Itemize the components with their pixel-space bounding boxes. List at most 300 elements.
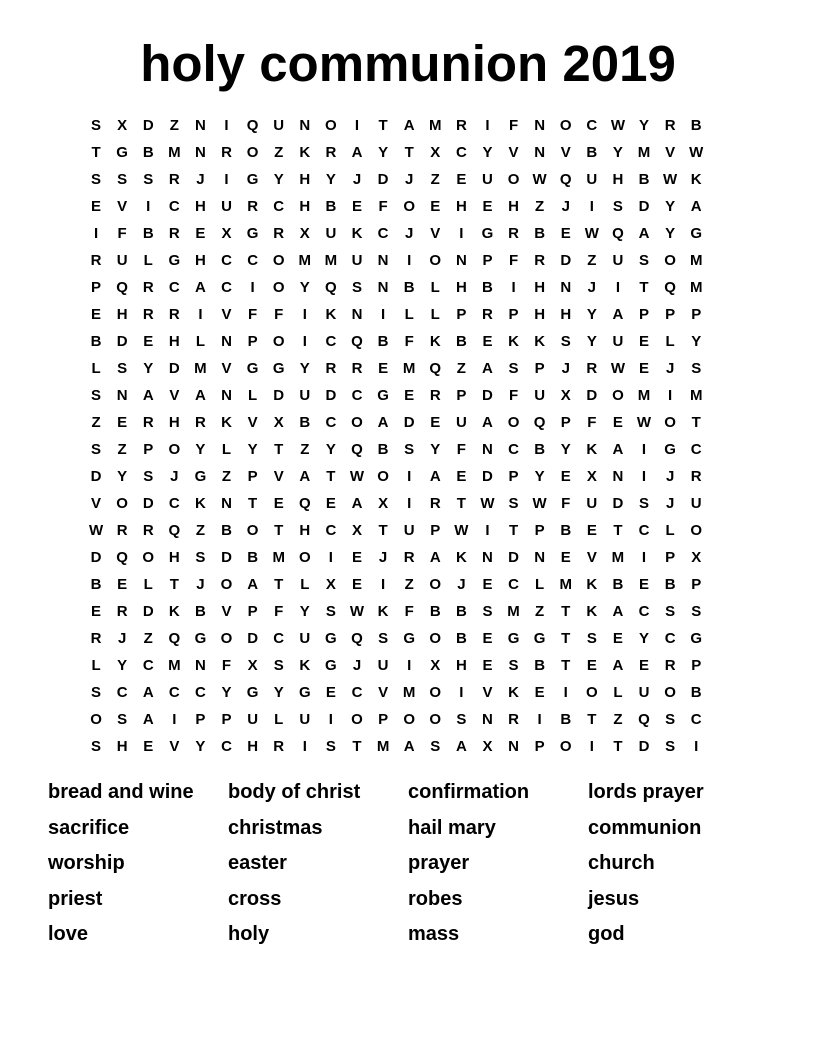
grid-letter[interactable]: B <box>664 576 676 593</box>
grid-letter[interactable]: U <box>534 387 546 404</box>
grid-letter[interactable]: C <box>168 495 180 512</box>
grid-letter[interactable]: B <box>403 279 415 296</box>
grid-letter[interactable]: U <box>455 414 467 431</box>
grid-letter[interactable]: O <box>507 171 520 188</box>
grid-letter[interactable]: A <box>403 117 415 134</box>
grid-letter[interactable]: F <box>248 306 258 323</box>
grid-letter[interactable]: R <box>325 360 337 377</box>
grid-letter[interactable]: I <box>198 306 203 323</box>
grid-letter[interactable]: K <box>299 144 311 161</box>
grid-letter[interactable]: P <box>691 576 702 593</box>
grid-letter[interactable]: V <box>508 144 519 161</box>
grid-letter[interactable]: T <box>613 522 623 539</box>
grid-letter[interactable]: B <box>560 522 572 539</box>
grid-letter[interactable]: G <box>690 630 703 647</box>
grid-letter[interactable]: O <box>142 549 155 566</box>
grid-letter[interactable]: S <box>117 360 128 377</box>
grid-letter[interactable]: X <box>299 225 310 242</box>
grid-letter[interactable]: Q <box>116 549 128 566</box>
grid-letter[interactable]: Q <box>664 279 676 296</box>
grid-letter[interactable]: M <box>194 360 207 377</box>
grid-letter[interactable]: Q <box>351 441 363 458</box>
grid-letter[interactable]: N <box>299 117 311 134</box>
grid-letter[interactable]: T <box>248 495 258 512</box>
grid-letter[interactable]: R <box>273 738 285 755</box>
grid-letter[interactable]: K <box>325 306 337 323</box>
grid-letter[interactable]: U <box>612 252 624 269</box>
grid-letter[interactable]: A <box>299 468 311 485</box>
grid-letter[interactable]: I <box>511 279 516 296</box>
grid-letter[interactable]: O <box>403 711 415 728</box>
grid-letter[interactable]: Z <box>404 576 414 593</box>
grid-letter[interactable]: E <box>91 198 102 215</box>
grid-letter[interactable]: R <box>508 225 519 242</box>
grid-letter[interactable]: Y <box>273 171 284 188</box>
grid-letter[interactable]: G <box>298 684 311 701</box>
grid-letter[interactable]: P <box>665 306 676 323</box>
grid-letter[interactable]: Y <box>299 279 310 296</box>
grid-letter[interactable]: Y <box>325 441 336 458</box>
grid-letter[interactable]: M <box>324 252 338 269</box>
grid-letter[interactable]: E <box>482 576 493 593</box>
grid-letter[interactable]: T <box>561 657 571 674</box>
grid-letter[interactable]: T <box>508 522 519 539</box>
grid-letter[interactable]: A <box>638 225 650 242</box>
grid-letter[interactable]: R <box>142 522 154 539</box>
grid-letter[interactable]: W <box>480 495 495 512</box>
grid-letter[interactable]: E <box>430 414 441 431</box>
grid-letter[interactable]: H <box>299 198 311 215</box>
grid-letter[interactable]: C <box>168 198 180 215</box>
grid-letter[interactable]: N <box>560 279 572 296</box>
grid-letter[interactable]: D <box>325 387 337 404</box>
grid-letter[interactable]: B <box>195 603 206 620</box>
grid-letter[interactable]: N <box>612 468 624 485</box>
grid-letter[interactable]: M <box>559 576 572 593</box>
grid-letter[interactable]: Z <box>300 441 310 458</box>
grid-letter[interactable]: S <box>612 198 623 215</box>
grid-letter[interactable]: S <box>91 684 102 701</box>
grid-letter[interactable]: I <box>302 738 307 755</box>
grid-letter[interactable]: N <box>221 333 232 350</box>
grid-letter[interactable]: X <box>273 414 284 431</box>
grid-letter[interactable]: A <box>612 441 624 458</box>
grid-letter[interactable]: E <box>586 522 597 539</box>
grid-letter[interactable]: H <box>508 198 519 215</box>
grid-letter[interactable]: M <box>168 657 181 674</box>
grid-letter[interactable]: R <box>534 252 546 269</box>
grid-letter[interactable]: E <box>91 603 102 620</box>
grid-letter[interactable]: S <box>691 603 702 620</box>
grid-letter[interactable]: V <box>482 684 493 701</box>
grid-letter[interactable]: B <box>221 522 232 539</box>
grid-letter[interactable]: C <box>508 576 519 593</box>
grid-letter[interactable]: S <box>378 630 389 647</box>
grid-letter[interactable]: I <box>615 279 620 296</box>
grid-letter[interactable]: X <box>378 495 389 512</box>
grid-letter[interactable]: H <box>455 279 467 296</box>
grid-letter[interactable]: E <box>404 387 415 404</box>
grid-letter[interactable]: E <box>351 576 362 593</box>
grid-letter[interactable]: Q <box>298 495 311 512</box>
grid-letter[interactable]: J <box>665 495 675 512</box>
grid-letter[interactable]: A <box>612 306 624 323</box>
grid-letter[interactable]: A <box>377 414 389 431</box>
grid-letter[interactable]: D <box>116 333 128 350</box>
grid-letter[interactable]: V <box>91 495 102 512</box>
grid-letter[interactable]: L <box>430 279 440 296</box>
grid-letter[interactable]: L <box>665 522 675 539</box>
grid-letter[interactable]: R <box>429 387 441 404</box>
grid-letter[interactable]: C <box>351 387 363 404</box>
grid-letter[interactable]: S <box>482 603 493 620</box>
grid-letter[interactable]: R <box>168 171 180 188</box>
grid-letter[interactable]: A <box>482 360 493 377</box>
grid-letter[interactable]: I <box>459 684 464 701</box>
grid-letter[interactable]: H <box>455 198 467 215</box>
grid-letter[interactable]: R <box>482 306 493 323</box>
grid-letter[interactable]: R <box>586 360 598 377</box>
grid-letter[interactable]: Y <box>378 144 389 161</box>
grid-letter[interactable]: H <box>534 279 546 296</box>
grid-letter[interactable]: I <box>641 441 647 458</box>
grid-letter[interactable]: X <box>247 657 258 674</box>
grid-letter[interactable]: B <box>429 603 441 620</box>
grid-letter[interactable]: A <box>195 279 206 296</box>
grid-letter[interactable]: T <box>274 441 284 458</box>
grid-letter[interactable]: S <box>195 549 206 566</box>
grid-letter[interactable]: N <box>116 387 128 404</box>
grid-letter[interactable]: C <box>168 279 180 296</box>
grid-letter[interactable]: Z <box>195 522 205 539</box>
grid-letter[interactable]: D <box>142 117 154 134</box>
grid-letter[interactable]: A <box>429 549 441 566</box>
grid-letter[interactable]: Z <box>117 441 127 458</box>
grid-letter[interactable]: E <box>117 576 128 593</box>
grid-letter[interactable]: S <box>586 630 597 647</box>
grid-letter[interactable]: I <box>641 468 647 485</box>
grid-letter[interactable]: Q <box>351 333 363 350</box>
grid-letter[interactable]: E <box>91 306 102 323</box>
grid-letter[interactable]: B <box>455 630 467 647</box>
grid-letter[interactable]: Y <box>665 225 676 242</box>
grid-letter[interactable]: S <box>325 603 336 620</box>
grid-letter[interactable]: H <box>116 306 128 323</box>
grid-letter[interactable]: V <box>378 684 389 701</box>
grid-letter[interactable]: H <box>299 171 311 188</box>
grid-letter[interactable]: D <box>168 360 180 377</box>
grid-letter[interactable]: B <box>142 144 154 161</box>
grid-letter[interactable]: S <box>508 360 519 377</box>
grid-letter[interactable]: L <box>535 576 545 593</box>
grid-letter[interactable]: G <box>168 252 181 269</box>
grid-letter[interactable]: N <box>377 252 389 269</box>
grid-letter[interactable]: K <box>351 225 363 242</box>
grid-letter[interactable]: C <box>325 414 337 431</box>
grid-letter[interactable]: F <box>508 387 519 404</box>
grid-letter[interactable]: W <box>454 522 469 539</box>
grid-letter[interactable]: C <box>638 603 650 620</box>
grid-letter[interactable]: E <box>534 684 545 701</box>
grid-letter[interactable]: E <box>273 495 284 512</box>
grid-letter[interactable]: D <box>403 414 415 431</box>
grid-letter[interactable]: C <box>325 333 337 350</box>
grid-letter[interactable]: Y <box>299 360 310 377</box>
grid-letter[interactable]: H <box>560 306 572 323</box>
grid-letter[interactable]: B <box>299 414 311 431</box>
grid-letter[interactable]: S <box>665 711 676 728</box>
grid-letter[interactable]: C <box>351 684 363 701</box>
grid-letter[interactable]: L <box>221 441 232 458</box>
grid-letter[interactable]: N <box>221 387 232 404</box>
grid-letter[interactable]: C <box>221 252 232 269</box>
grid-letter[interactable]: C <box>377 225 389 242</box>
grid-letter[interactable]: O <box>377 468 389 485</box>
grid-letter[interactable]: I <box>380 306 386 323</box>
grid-letter[interactable]: O <box>246 522 259 539</box>
grid-letter[interactable]: U <box>299 711 311 728</box>
grid-letter[interactable]: H <box>612 171 624 188</box>
grid-letter[interactable]: P <box>143 441 154 458</box>
grid-letter[interactable]: G <box>194 468 207 485</box>
grid-letter[interactable]: B <box>534 441 546 458</box>
grid-letter[interactable]: J <box>196 171 205 188</box>
grid-letter[interactable]: J <box>457 576 466 593</box>
grid-letter[interactable]: I <box>146 198 151 215</box>
grid-letter[interactable]: O <box>559 738 572 755</box>
grid-letter[interactable]: B <box>377 441 389 458</box>
grid-letter[interactable]: I <box>407 495 412 512</box>
grid-letter[interactable]: S <box>273 657 284 674</box>
grid-letter[interactable]: R <box>168 225 180 242</box>
grid-letter[interactable]: Q <box>638 711 650 728</box>
grid-letter[interactable]: O <box>585 684 598 701</box>
grid-letter[interactable]: N <box>195 144 206 161</box>
grid-letter[interactable]: A <box>612 603 624 620</box>
grid-letter[interactable]: Z <box>613 711 623 728</box>
grid-letter[interactable]: B <box>690 117 702 134</box>
grid-letter[interactable]: C <box>664 630 676 647</box>
grid-letter[interactable]: E <box>456 171 467 188</box>
grid-letter[interactable]: S <box>639 495 650 512</box>
grid-letter[interactable]: L <box>430 306 440 323</box>
grid-letter[interactable]: J <box>352 171 362 188</box>
grid-letter[interactable]: S <box>91 738 102 755</box>
grid-letter[interactable]: W <box>584 225 599 242</box>
grid-letter[interactable]: G <box>507 630 520 647</box>
grid-letter[interactable]: P <box>456 306 467 323</box>
grid-letter[interactable]: T <box>456 495 466 512</box>
grid-letter[interactable]: S <box>325 738 336 755</box>
grid-letter[interactable]: P <box>378 711 389 728</box>
grid-letter[interactable]: E <box>639 576 650 593</box>
grid-letter[interactable]: E <box>351 198 362 215</box>
grid-letter[interactable]: F <box>274 603 284 620</box>
grid-letter[interactable]: I <box>641 549 647 566</box>
grid-letter[interactable]: I <box>172 711 177 728</box>
grid-letter[interactable]: C <box>690 441 702 458</box>
grid-letter[interactable]: W <box>636 414 652 431</box>
grid-letter[interactable]: E <box>639 360 650 377</box>
grid-letter[interactable]: F <box>508 252 519 269</box>
grid-letter[interactable]: B <box>586 144 598 161</box>
grid-letter[interactable]: E <box>117 414 128 431</box>
grid-letter[interactable]: V <box>221 603 232 620</box>
grid-letter[interactable]: R <box>221 144 232 161</box>
grid-letter[interactable]: N <box>377 279 389 296</box>
grid-letter[interactable]: P <box>508 468 519 485</box>
grid-letter[interactable]: C <box>195 684 206 701</box>
grid-letter[interactable]: D <box>221 549 232 566</box>
grid-letter[interactable]: F <box>404 333 414 350</box>
grid-letter[interactable]: O <box>220 630 233 647</box>
grid-letter[interactable]: D <box>482 387 493 404</box>
grid-letter[interactable]: Y <box>534 468 545 485</box>
grid-letter[interactable]: S <box>665 738 676 755</box>
grid-letter[interactable]: W <box>689 144 704 161</box>
grid-letter[interactable]: B <box>612 576 624 593</box>
grid-letter[interactable]: V <box>586 549 597 566</box>
grid-letter[interactable]: T <box>378 522 388 539</box>
grid-letter[interactable]: C <box>221 279 232 296</box>
grid-letter[interactable]: X <box>430 144 441 161</box>
grid-letter[interactable]: Z <box>143 630 153 647</box>
grid-letter[interactable]: E <box>482 333 493 350</box>
grid-letter[interactable]: V <box>430 225 441 242</box>
grid-letter[interactable]: M <box>507 603 520 620</box>
grid-letter[interactable]: Q <box>246 117 259 134</box>
grid-letter[interactable]: E <box>195 225 206 242</box>
grid-letter[interactable]: A <box>142 711 154 728</box>
grid-letter[interactable]: S <box>404 441 415 458</box>
grid-letter[interactable]: M <box>429 117 442 134</box>
grid-letter[interactable]: L <box>665 333 675 350</box>
grid-letter[interactable]: G <box>664 441 676 458</box>
grid-letter[interactable]: V <box>247 414 258 431</box>
grid-letter[interactable]: O <box>664 252 676 269</box>
grid-letter[interactable]: C <box>247 252 259 269</box>
grid-letter[interactable]: J <box>587 279 596 296</box>
grid-letter[interactable]: N <box>351 306 363 323</box>
grid-letter[interactable]: J <box>405 171 414 188</box>
grid-letter[interactable]: I <box>589 198 594 215</box>
grid-letter[interactable]: I <box>407 468 412 485</box>
grid-letter[interactable]: U <box>586 171 598 188</box>
grid-letter[interactable]: Q <box>533 414 546 431</box>
grid-letter[interactable]: O <box>246 144 259 161</box>
grid-letter[interactable]: L <box>274 711 284 728</box>
grid-letter[interactable]: N <box>221 495 232 512</box>
grid-letter[interactable]: F <box>117 225 127 242</box>
grid-letter[interactable]: C <box>273 198 285 215</box>
grid-letter[interactable]: U <box>325 225 337 242</box>
grid-letter[interactable]: T <box>691 414 701 431</box>
grid-letter[interactable]: I <box>589 738 594 755</box>
grid-letter[interactable]: D <box>142 603 154 620</box>
grid-letter[interactable]: X <box>560 387 571 404</box>
grid-letter[interactable]: Z <box>535 603 545 620</box>
grid-letter[interactable]: M <box>689 252 703 269</box>
grid-letter[interactable]: J <box>170 468 179 485</box>
grid-letter[interactable]: R <box>116 603 128 620</box>
grid-letter[interactable]: L <box>195 333 205 350</box>
grid-letter[interactable]: B <box>638 171 650 188</box>
grid-letter[interactable]: G <box>246 684 259 701</box>
grid-letter[interactable]: H <box>168 333 180 350</box>
grid-letter[interactable]: J <box>196 576 205 593</box>
grid-letter[interactable]: T <box>561 630 571 647</box>
grid-letter[interactable]: P <box>691 657 702 674</box>
grid-letter[interactable]: H <box>168 414 180 431</box>
grid-letter[interactable]: D <box>638 198 650 215</box>
grid-letter[interactable]: P <box>91 279 102 296</box>
grid-letter[interactable]: S <box>560 333 571 350</box>
grid-letter[interactable]: J <box>378 549 388 566</box>
grid-letter[interactable]: Y <box>195 441 206 458</box>
grid-letter[interactable]: Z <box>274 144 284 161</box>
grid-letter[interactable]: T <box>169 576 179 593</box>
grid-letter[interactable]: L <box>143 576 153 593</box>
grid-letter[interactable]: E <box>612 414 623 431</box>
grid-letter[interactable]: V <box>117 198 128 215</box>
grid-letter[interactable]: Q <box>612 225 624 242</box>
grid-letter[interactable]: A <box>142 684 154 701</box>
grid-letter[interactable]: B <box>90 576 102 593</box>
grid-letter[interactable]: N <box>482 549 493 566</box>
grid-letter[interactable]: G <box>246 360 259 377</box>
grid-letter[interactable]: U <box>299 387 311 404</box>
grid-letter[interactable]: L <box>613 684 623 701</box>
grid-letter[interactable]: J <box>665 468 675 485</box>
grid-letter[interactable]: O <box>403 198 415 215</box>
grid-letter[interactable]: M <box>298 252 312 269</box>
grid-letter[interactable]: E <box>639 333 650 350</box>
grid-letter[interactable]: S <box>508 495 519 512</box>
grid-letter[interactable]: G <box>325 630 337 647</box>
grid-letter[interactable]: Y <box>665 198 676 215</box>
grid-letter[interactable]: U <box>351 252 363 269</box>
grid-letter[interactable]: U <box>612 333 624 350</box>
grid-letter[interactable]: Z <box>456 360 466 377</box>
grid-letter[interactable]: V <box>560 144 571 161</box>
grid-letter[interactable]: O <box>272 333 285 350</box>
grid-letter[interactable]: J <box>352 657 362 674</box>
grid-letter[interactable]: K <box>299 657 311 674</box>
grid-letter[interactable]: K <box>586 441 598 458</box>
grid-letter[interactable]: X <box>325 576 336 593</box>
grid-letter[interactable]: H <box>195 198 206 215</box>
grid-letter[interactable]: C <box>168 684 180 701</box>
grid-letter[interactable]: L <box>143 252 153 269</box>
grid-letter[interactable]: U <box>377 657 389 674</box>
grid-letter[interactable]: W <box>532 495 547 512</box>
grid-letter[interactable]: S <box>639 252 650 269</box>
grid-letter[interactable]: Y <box>247 441 258 458</box>
grid-letter[interactable]: Y <box>612 144 623 161</box>
grid-letter[interactable]: E <box>639 657 650 674</box>
grid-letter[interactable]: S <box>691 360 702 377</box>
grid-letter[interactable]: I <box>485 522 490 539</box>
grid-letter[interactable]: X <box>482 738 493 755</box>
grid-letter[interactable]: U <box>247 711 259 728</box>
grid-letter[interactable]: U <box>273 117 285 134</box>
grid-letter[interactable]: R <box>195 414 206 431</box>
grid-letter[interactable]: O <box>429 630 442 647</box>
grid-letter[interactable]: M <box>637 387 651 404</box>
grid-letter[interactable]: Y <box>586 306 597 323</box>
grid-letter[interactable]: Y <box>691 333 702 350</box>
grid-letter[interactable]: B <box>534 657 546 674</box>
